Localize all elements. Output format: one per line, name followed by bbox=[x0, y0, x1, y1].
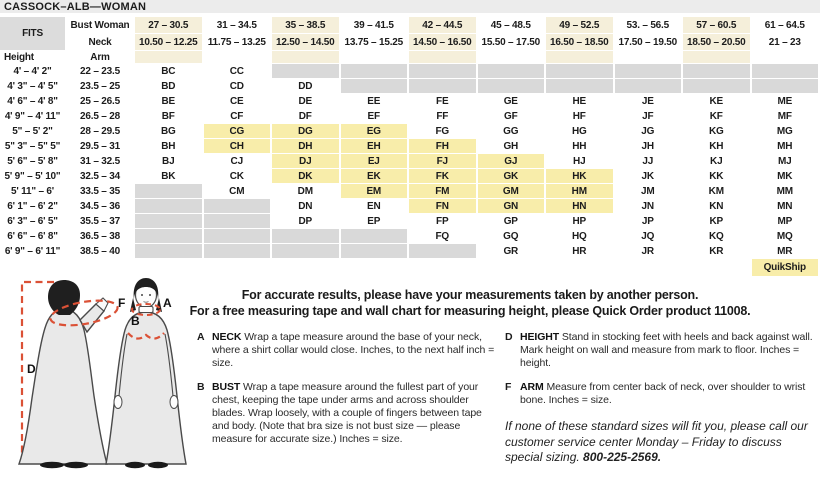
neck-range-cell: 15.50 – 17.50 bbox=[478, 34, 547, 51]
blank-cell bbox=[683, 259, 752, 277]
size-cell-GQ: GQ bbox=[478, 229, 547, 244]
bust-range-cell: 53. – 56.5 bbox=[615, 17, 684, 34]
unavailable-cell bbox=[546, 79, 615, 94]
quikship-row bbox=[0, 259, 820, 277]
height-cell: 5" 3" – 5" 5" bbox=[0, 139, 67, 154]
instruction-bust-text: BUST Wrap a tape measure around the fullest part of your chest, keeping the tape under arms and across shoulder blades. Wrap loosely, with a couple of fingers between tape and body. (Note that bra size is not bust size — please measure for accurate size.) Inches = size. bbox=[212, 381, 482, 445]
height-arm-row bbox=[0, 51, 820, 64]
spacer-cell bbox=[135, 51, 204, 64]
bust-row-label: Bust Woman bbox=[67, 17, 135, 34]
size-cell-MQ: MQ bbox=[752, 229, 820, 244]
bust-range-cell: 49 – 52.5 bbox=[546, 17, 615, 34]
instruction-arm-text: ARM Measure from center back of neck, over shoulder to wrist bone. Inches = size. bbox=[520, 381, 806, 406]
blank-cell bbox=[67, 259, 135, 277]
size-cell-FF: FF bbox=[409, 109, 478, 124]
unavailable-cell bbox=[478, 64, 547, 79]
bust-range-cell: 27 – 30.5 bbox=[135, 17, 204, 34]
bust-header-row bbox=[0, 17, 820, 34]
size-cell-EE: EE bbox=[341, 94, 410, 109]
size-cell-MG: MG bbox=[752, 124, 820, 139]
size-cell-JK: JK bbox=[615, 169, 684, 184]
bust-range-cell: 39 – 41.5 bbox=[341, 17, 410, 34]
instructions-column-left bbox=[197, 331, 499, 457]
size-cell-FN: FN bbox=[409, 199, 478, 214]
size-cell-GN: GN bbox=[478, 199, 547, 214]
unavailable-cell bbox=[135, 229, 204, 244]
neck-range-cell: 21 – 23 bbox=[752, 34, 820, 51]
height-cell: 6' 9" – 6' 11" bbox=[0, 244, 67, 259]
size-cell-HH: HH bbox=[546, 139, 615, 154]
height-cell: 6' 3" – 6' 5" bbox=[0, 214, 67, 229]
bust-range-cell: 61 – 64.5 bbox=[752, 17, 820, 34]
size-cell-MP: MP bbox=[752, 214, 820, 229]
neck-range-cell: 18.50 – 20.50 bbox=[683, 34, 752, 51]
size-cell-BG: BG bbox=[135, 124, 204, 139]
size-cell-BC: BC bbox=[135, 64, 204, 79]
size-cell-CG: CG bbox=[204, 124, 273, 139]
arm-cell: 36.5 – 38 bbox=[67, 229, 135, 244]
fits-label: FITS bbox=[0, 17, 67, 51]
blank-cell bbox=[272, 259, 341, 277]
size-cell-KQ: KQ bbox=[683, 229, 752, 244]
size-cell-MH: MH bbox=[752, 139, 820, 154]
spacer-cell bbox=[272, 51, 341, 64]
size-row bbox=[0, 79, 820, 94]
neck-header-row bbox=[0, 34, 820, 51]
size-cell-FK: FK bbox=[409, 169, 478, 184]
size-cell-JF: JF bbox=[615, 109, 684, 124]
instruction-neck-text: NECK Wrap a tape measure around the base of your neck, where a shirt collar would close. Inches, to the next half inch = size. bbox=[212, 331, 495, 369]
unavailable-cell bbox=[135, 244, 204, 259]
arm-cell: 31 – 32.5 bbox=[67, 154, 135, 169]
unavailable-cell bbox=[752, 79, 820, 94]
size-cell-EF: EF bbox=[341, 109, 410, 124]
height-cell: 5" – 5' 2" bbox=[0, 124, 67, 139]
size-cell-EM: EM bbox=[341, 184, 410, 199]
size-cell-MN: MN bbox=[752, 199, 820, 214]
height-cell: 6' 6" – 6' 8" bbox=[0, 229, 67, 244]
size-cell-KE: KE bbox=[683, 94, 752, 109]
unavailable-cell bbox=[204, 214, 273, 229]
arm-cell: 29.5 – 31 bbox=[67, 139, 135, 154]
spacer-cell bbox=[204, 51, 273, 64]
size-table bbox=[0, 17, 820, 277]
size-cell-JN: JN bbox=[615, 199, 684, 214]
spacer-cell bbox=[478, 51, 547, 64]
size-cell-JE: JE bbox=[615, 94, 684, 109]
arm-column-label: Arm bbox=[67, 51, 135, 64]
size-cell-MJ: MJ bbox=[752, 154, 820, 169]
size-row bbox=[0, 139, 820, 154]
note-line-2: For a free measuring tape and wall chart for measuring height, please Quick Order product 11008. bbox=[189, 304, 751, 318]
size-cell-GR: GR bbox=[478, 244, 547, 259]
size-row bbox=[0, 154, 820, 169]
bust-range-cell: 31 – 34.5 bbox=[204, 17, 273, 34]
size-cell-KR: KR bbox=[683, 244, 752, 259]
measurement-note bbox=[110, 287, 820, 319]
height-cell: 4' 3" – 4' 5" bbox=[0, 79, 67, 94]
size-cell-FM: FM bbox=[409, 184, 478, 199]
unavailable-cell bbox=[615, 64, 684, 79]
instructions-column-right bbox=[505, 331, 817, 418]
size-cell-EP: EP bbox=[341, 214, 410, 229]
size-cell-EK: EK bbox=[341, 169, 410, 184]
size-row bbox=[0, 169, 820, 184]
neck-range-cell: 11.75 – 13.25 bbox=[204, 34, 273, 51]
spacer-cell bbox=[546, 51, 615, 64]
size-cell-BJ: BJ bbox=[135, 154, 204, 169]
size-cell-MK: MK bbox=[752, 169, 820, 184]
size-row bbox=[0, 214, 820, 229]
size-cell-KG: KG bbox=[683, 124, 752, 139]
size-cell-DJ: DJ bbox=[272, 154, 341, 169]
size-row bbox=[0, 229, 820, 244]
size-cell-EN: EN bbox=[341, 199, 410, 214]
size-cell-GF: GF bbox=[478, 109, 547, 124]
size-cell-DF: DF bbox=[272, 109, 341, 124]
size-cell-DK: DK bbox=[272, 169, 341, 184]
height-column-label: Height bbox=[0, 51, 67, 64]
unavailable-cell bbox=[341, 64, 410, 79]
size-cell-HQ: HQ bbox=[546, 229, 615, 244]
size-cell-DH: DH bbox=[272, 139, 341, 154]
unavailable-cell bbox=[683, 64, 752, 79]
size-cell-BK: BK bbox=[135, 169, 204, 184]
size-cell-JH: JH bbox=[615, 139, 684, 154]
neck-range-cell: 10.50 – 12.25 bbox=[135, 34, 204, 51]
instruction-height-letter: D bbox=[505, 331, 513, 343]
size-cell-HK: HK bbox=[546, 169, 615, 184]
bust-range-cell: 35 – 38.5 bbox=[272, 17, 341, 34]
size-cell-MF: MF bbox=[752, 109, 820, 124]
height-cell: 4' – 4' 2" bbox=[0, 64, 67, 79]
special-sizing-text: If none of these standard sizes will fit you, please call our customer service center Monday – Friday to discuss special sizing. bbox=[505, 419, 808, 464]
size-cell-BD: BD bbox=[135, 79, 204, 94]
size-cell-HR: HR bbox=[546, 244, 615, 259]
size-table-body bbox=[0, 17, 820, 277]
size-cell-GG: GG bbox=[478, 124, 547, 139]
size-cell-DM: DM bbox=[272, 184, 341, 199]
size-cell-KK: KK bbox=[683, 169, 752, 184]
height-cell: 4' 6" – 4' 8" bbox=[0, 94, 67, 109]
size-cell-JR: JR bbox=[615, 244, 684, 259]
neck-range-cell: 14.50 – 16.50 bbox=[409, 34, 478, 51]
size-cell-CE: CE bbox=[204, 94, 273, 109]
unavailable-cell bbox=[272, 244, 341, 259]
customer-service-phone: 800-225-2569. bbox=[583, 450, 662, 464]
size-cell-BE: BE bbox=[135, 94, 204, 109]
bust-range-cell: 57 – 60.5 bbox=[683, 17, 752, 34]
size-row bbox=[0, 109, 820, 124]
size-cell-KN: KN bbox=[683, 199, 752, 214]
size-cell-MM: MM bbox=[752, 184, 820, 199]
size-cell-DD: DD bbox=[272, 79, 341, 94]
size-cell-GH: GH bbox=[478, 139, 547, 154]
instruction-height-text: HEIGHT Stand in stocking feet with heels and back against wall. Mark height on wall and measure from mark to floor. Inches = height. bbox=[520, 331, 813, 369]
size-cell-DG: DG bbox=[272, 124, 341, 139]
instruction-arm-letter: F bbox=[505, 381, 512, 393]
blank-cell bbox=[409, 259, 478, 277]
size-cell-MR: MR bbox=[752, 244, 820, 259]
figure-label-arm: F bbox=[118, 296, 126, 310]
spacer-cell bbox=[409, 51, 478, 64]
size-cell-GM: GM bbox=[478, 184, 547, 199]
size-cell-JJ: JJ bbox=[615, 154, 684, 169]
bust-range-cell: 42 – 44.5 bbox=[409, 17, 478, 34]
size-row bbox=[0, 184, 820, 199]
blank-cell bbox=[135, 259, 204, 277]
arm-cell: 22 – 23.5 bbox=[67, 64, 135, 79]
instruction-arm bbox=[505, 381, 817, 407]
size-row bbox=[0, 199, 820, 214]
bust-range-cell: 45 – 48.5 bbox=[478, 17, 547, 34]
neck-range-cell: 12.50 – 14.50 bbox=[272, 34, 341, 51]
unavailable-cell bbox=[409, 64, 478, 79]
unavailable-cell bbox=[409, 244, 478, 259]
unavailable-cell bbox=[204, 199, 273, 214]
blank-cell bbox=[615, 259, 684, 277]
blank-cell bbox=[0, 259, 67, 277]
unavailable-cell bbox=[204, 229, 273, 244]
size-row bbox=[0, 124, 820, 139]
instruction-bust bbox=[197, 381, 499, 446]
size-cell-HN: HN bbox=[546, 199, 615, 214]
size-cell-CF: CF bbox=[204, 109, 273, 124]
spacer-cell bbox=[752, 51, 820, 64]
unavailable-cell bbox=[341, 244, 410, 259]
arm-cell: 35.5 – 37 bbox=[67, 214, 135, 229]
size-cell-EJ: EJ bbox=[341, 154, 410, 169]
arm-cell: 25 – 26.5 bbox=[67, 94, 135, 109]
size-cell-FP: FP bbox=[409, 214, 478, 229]
instruction-neck bbox=[197, 331, 499, 370]
blank-cell bbox=[478, 259, 547, 277]
arm-cell: 28 – 29.5 bbox=[67, 124, 135, 139]
unavailable-cell bbox=[272, 64, 341, 79]
spacer-cell bbox=[615, 51, 684, 64]
size-cell-HJ: HJ bbox=[546, 154, 615, 169]
size-cell-JG: JG bbox=[615, 124, 684, 139]
size-cell-FH: FH bbox=[409, 139, 478, 154]
size-cell-HE: HE bbox=[546, 94, 615, 109]
size-cell-JQ: JQ bbox=[615, 229, 684, 244]
height-cell: 6' 1" – 6' 2" bbox=[0, 199, 67, 214]
size-row bbox=[0, 64, 820, 79]
unavailable-cell bbox=[478, 79, 547, 94]
arm-cell: 34.5 – 36 bbox=[67, 199, 135, 214]
instruction-neck-letter: A bbox=[197, 331, 205, 343]
size-row bbox=[0, 244, 820, 259]
size-cell-HP: HP bbox=[546, 214, 615, 229]
size-cell-KF: KF bbox=[683, 109, 752, 124]
neck-row-label: Neck bbox=[67, 34, 135, 51]
unavailable-cell bbox=[341, 229, 410, 244]
size-cell-JP: JP bbox=[615, 214, 684, 229]
size-cell-FE: FE bbox=[409, 94, 478, 109]
size-cell-BF: BF bbox=[135, 109, 204, 124]
unavailable-cell bbox=[752, 64, 820, 79]
height-cell: 4' 9" – 4' 11" bbox=[0, 109, 67, 124]
size-cell-CH: CH bbox=[204, 139, 273, 154]
size-cell-KJ: KJ bbox=[683, 154, 752, 169]
size-cell-CC: CC bbox=[204, 64, 273, 79]
unavailable-cell bbox=[135, 214, 204, 229]
height-cell: 5' 6" – 5' 8" bbox=[0, 154, 67, 169]
size-cell-DP: DP bbox=[272, 214, 341, 229]
unavailable-cell bbox=[272, 229, 341, 244]
unavailable-cell bbox=[615, 79, 684, 94]
size-cell-KH: KH bbox=[683, 139, 752, 154]
figure-label-neck: A bbox=[163, 296, 172, 310]
arm-cell: 26.5 – 28 bbox=[67, 109, 135, 124]
arm-cell: 33.5 – 35 bbox=[67, 184, 135, 199]
blank-cell bbox=[204, 259, 273, 277]
figure-label-height: D bbox=[27, 362, 36, 376]
arm-cell: 32.5 – 34 bbox=[67, 169, 135, 184]
spacer-cell bbox=[341, 51, 410, 64]
unavailable-cell bbox=[135, 184, 204, 199]
quikship-badge: QuikShip bbox=[752, 259, 820, 277]
size-cell-GP: GP bbox=[478, 214, 547, 229]
note-line-1: For accurate results, please have your measurements taken by another person. bbox=[241, 288, 699, 302]
neck-range-cell: 17.50 – 19.50 bbox=[615, 34, 684, 51]
unavailable-cell bbox=[204, 244, 273, 259]
height-cell: 5' 9" – 5' 10" bbox=[0, 169, 67, 184]
size-cell-GJ: GJ bbox=[478, 154, 547, 169]
blank-cell bbox=[341, 259, 410, 277]
size-cell-CK: CK bbox=[204, 169, 273, 184]
measurement-figure-illustration bbox=[2, 278, 202, 482]
size-cell-DN: DN bbox=[272, 199, 341, 214]
size-cell-CD: CD bbox=[204, 79, 273, 94]
height-cell: 5' 11" – 6' bbox=[0, 184, 67, 199]
size-cell-FG: FG bbox=[409, 124, 478, 139]
size-cell-HM: HM bbox=[546, 184, 615, 199]
size-cell-CJ: CJ bbox=[204, 154, 273, 169]
size-cell-HG: HG bbox=[546, 124, 615, 139]
size-cell-HF: HF bbox=[546, 109, 615, 124]
figure-label-bust: B bbox=[131, 314, 140, 328]
unavailable-cell bbox=[341, 79, 410, 94]
size-cell-GE: GE bbox=[478, 94, 547, 109]
size-cell-CM: CM bbox=[204, 184, 273, 199]
size-cell-FJ: FJ bbox=[409, 154, 478, 169]
size-cell-ME: ME bbox=[752, 94, 820, 109]
neck-range-cell: 13.75 – 15.25 bbox=[341, 34, 410, 51]
special-sizing-note bbox=[505, 419, 817, 466]
neck-range-cell: 16.50 – 18.50 bbox=[546, 34, 615, 51]
arm-cell: 38.5 – 40 bbox=[67, 244, 135, 259]
size-cell-FQ: FQ bbox=[409, 229, 478, 244]
size-cell-EH: EH bbox=[341, 139, 410, 154]
unavailable-cell bbox=[409, 79, 478, 94]
size-cell-BH: BH bbox=[135, 139, 204, 154]
instruction-height bbox=[505, 331, 817, 370]
size-cell-GK: GK bbox=[478, 169, 547, 184]
spacer-cell bbox=[683, 51, 752, 64]
size-cell-EG: EG bbox=[341, 124, 410, 139]
unavailable-cell bbox=[135, 199, 204, 214]
unavailable-cell bbox=[683, 79, 752, 94]
size-cell-DE: DE bbox=[272, 94, 341, 109]
size-cell-KM: KM bbox=[683, 184, 752, 199]
size-cell-JM: JM bbox=[615, 184, 684, 199]
unavailable-cell bbox=[546, 64, 615, 79]
size-cell-KP: KP bbox=[683, 214, 752, 229]
page-title: CASSOCK–ALB—WOMAN bbox=[0, 0, 820, 15]
instruction-bust-letter: B bbox=[197, 381, 205, 393]
arm-cell: 23.5 – 25 bbox=[67, 79, 135, 94]
blank-cell bbox=[546, 259, 615, 277]
size-row bbox=[0, 94, 820, 109]
